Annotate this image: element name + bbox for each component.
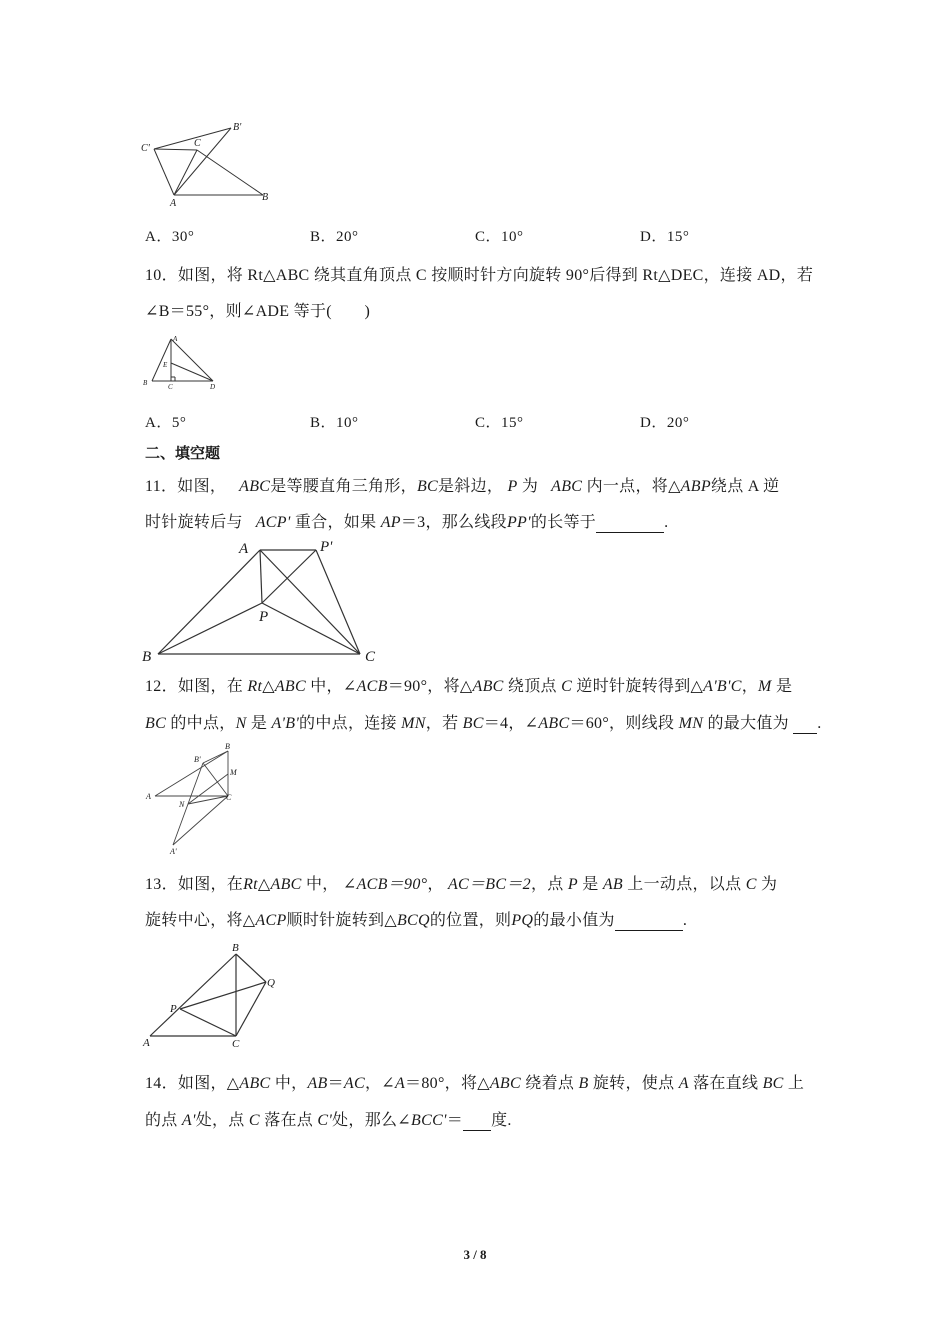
option-value: 20° (666, 415, 690, 431)
q12-label-m: M (230, 768, 237, 777)
math: MN (401, 715, 426, 732)
q11-line-1 (145, 473, 779, 496)
text: 落在点 (259, 1112, 318, 1129)
text: ，点 (530, 876, 568, 893)
math: ACP (255, 912, 287, 929)
text: 旋转，使点 (588, 1075, 679, 1092)
text: 的中点， (166, 715, 236, 732)
text: 是斜边， (438, 478, 504, 495)
q10-label-b: B (143, 379, 148, 387)
math: BC (762, 1075, 784, 1092)
q10-option-b[interactable] (310, 411, 359, 432)
text: ＝80°，将△ (405, 1075, 490, 1092)
q9-label-c: C (194, 138, 201, 149)
math: PQ (511, 912, 534, 929)
answer-blank[interactable] (793, 715, 817, 734)
text: 为 (756, 876, 778, 893)
math: ABC (239, 1075, 271, 1092)
text: . (817, 715, 822, 732)
text: ＝3 (400, 514, 426, 531)
text: 中， (305, 876, 339, 893)
option-letter: C． (475, 415, 502, 431)
option-value: 30° (171, 229, 195, 245)
math: ABC (472, 678, 504, 695)
q10-label-e: E (163, 361, 168, 369)
option-letter: B． (310, 415, 337, 431)
q11-label-p: P (259, 609, 269, 625)
text: 的位置，则 (429, 912, 512, 929)
q13-label-b: B (232, 942, 239, 954)
text: . (664, 514, 669, 531)
math: BC (416, 478, 438, 495)
math: BC (145, 715, 167, 732)
math: ABC (551, 478, 583, 495)
text: 13．如图，在 (145, 876, 244, 893)
math: B (578, 1075, 589, 1092)
text: 顺时针旋转到△ (286, 912, 397, 929)
q10-line-2: ∠B＝55°，则∠ADE 等于( ) (145, 303, 371, 320)
text: 中，∠ (305, 678, 357, 695)
math: M (758, 678, 772, 695)
text: 度. (491, 1112, 512, 1129)
option-value: 15° (666, 229, 690, 245)
math: ABP (680, 478, 711, 495)
q9-option-d[interactable] (640, 225, 689, 246)
math: C (561, 678, 573, 695)
q10-option-d[interactable] (640, 411, 689, 432)
q9-option-a[interactable] (145, 225, 194, 246)
q12-figure (140, 740, 250, 858)
text: 绕点 A 逆 (710, 478, 780, 495)
q12-line-1 (145, 673, 792, 696)
text: ＝90°，将△ (387, 678, 473, 695)
text: 的最大值为 (703, 715, 794, 732)
option-letter: A． (145, 415, 172, 431)
text: ＝ (446, 1112, 464, 1129)
math: C' (317, 1112, 333, 1129)
q12-label-c: C (226, 793, 232, 802)
q12-label-bprime: B' (194, 755, 201, 764)
math: AB (602, 876, 623, 893)
text: 绕着点 (520, 1075, 579, 1092)
math: ACB (356, 678, 388, 695)
math: Rt△ABC (243, 876, 302, 893)
text: 上 (783, 1075, 805, 1092)
text: 的最小值为 (533, 912, 615, 929)
text: 旋转中心，将△ (145, 912, 256, 929)
math: ABC (239, 478, 271, 495)
q10-line-1: 10．如图，将 Rt△ABC 绕其直角顶点 C 按顺时针方向旋转 90°后得到 Rt△DEC，连接 AD，若 (145, 267, 814, 284)
q9-label-b: B (262, 192, 269, 203)
math: AC (343, 1075, 365, 1092)
text: ＝60°，则线段 (569, 715, 679, 732)
page-number: 3 / 8 (463, 1247, 487, 1262)
q13-label-p: P (170, 1003, 177, 1015)
math: ABC (538, 715, 570, 732)
option-letter: B． (310, 229, 337, 245)
math: MN (678, 715, 704, 732)
text: 11．如图， (145, 478, 227, 495)
q9-label-cprime: C' (141, 143, 150, 154)
math: BCQ (396, 912, 430, 929)
text: . (682, 912, 688, 929)
text: 是等腰直角三角形， (270, 478, 417, 495)
q10-option-c[interactable] (475, 411, 524, 432)
math: ACP' (255, 514, 291, 531)
q9-label-a: A (170, 198, 177, 209)
text: 绕顶点 (503, 678, 562, 695)
q10-label-c: C (168, 383, 173, 391)
text: 上一动点，以点 (623, 876, 746, 893)
text: 为 (521, 478, 539, 495)
text: ＝4，∠ (483, 715, 539, 732)
q9-figure (140, 118, 280, 208)
option-value: 5° (171, 415, 187, 431)
text: 内一点，将△ (586, 478, 681, 495)
math: C (745, 876, 757, 893)
q10-figure (140, 332, 225, 394)
math: AB (307, 1075, 328, 1092)
math: C (248, 1112, 260, 1129)
text: ， (741, 678, 759, 695)
text: 是 (771, 678, 793, 695)
text: 重合，如果 (294, 514, 377, 531)
text: ， (427, 876, 444, 893)
q14-line-1 (145, 1070, 804, 1093)
text: 是 (246, 715, 272, 732)
math: PP' (506, 514, 531, 531)
text: ，若 (425, 715, 463, 732)
math: N (235, 715, 247, 732)
text: ，∠ (364, 1075, 395, 1092)
text: ＝ (327, 1075, 344, 1092)
text: 时针旋转后与 (145, 514, 243, 531)
q14-line-2 (145, 1107, 512, 1131)
text: 的点 (145, 1112, 182, 1129)
math: P (507, 478, 518, 495)
option-value: 10° (501, 229, 524, 245)
q13-line-1 (145, 871, 777, 894)
section-heading: 二、填空题 (145, 446, 221, 462)
text: 处，点 (195, 1112, 249, 1129)
q9-option-c[interactable] (475, 225, 524, 246)
option-value: 10° (336, 415, 359, 431)
math: A' (181, 1112, 196, 1129)
math: A'B' (271, 715, 300, 732)
text: 12．如图，在 (145, 678, 248, 695)
math: P (567, 876, 578, 893)
answer-blank[interactable] (463, 1112, 491, 1131)
q13-label-q: Q (267, 977, 275, 989)
math: A'B'C (703, 678, 742, 695)
math: AP (380, 514, 401, 531)
option-letter: D． (640, 415, 667, 431)
q11-line-2 (145, 509, 668, 533)
q13-label-c: C (232, 1038, 240, 1050)
option-letter: D． (640, 229, 667, 245)
option-value: 15° (501, 415, 524, 431)
text: 的中点，连接 (299, 715, 402, 732)
text: 落在直线 (688, 1075, 763, 1092)
math: AC＝BC＝2 (447, 876, 531, 893)
text: 是 (577, 876, 603, 893)
text: 逆时针旋转得到△ (572, 678, 704, 695)
q12-line-2 (145, 710, 822, 734)
q12-label-b: B (225, 742, 230, 751)
q12-label-a: A (146, 792, 151, 801)
q10-option-a[interactable] (145, 411, 186, 432)
option-value: 20° (336, 229, 359, 245)
q13-line-2 (145, 907, 687, 931)
q9-label-bprime: B' (233, 122, 242, 133)
q10-label-a: A (173, 335, 178, 343)
q13-label-a: A (143, 1037, 150, 1049)
option-letter: C． (475, 229, 502, 245)
text: 中， (270, 1075, 308, 1092)
q10-label-d: D (210, 383, 216, 391)
q11-figure (140, 537, 380, 667)
math: ABC (489, 1075, 521, 1092)
math: BC (462, 715, 484, 732)
q9-option-b[interactable] (310, 225, 359, 246)
text: 处，那么∠ (332, 1112, 412, 1129)
math: ∠ACB＝90° (342, 876, 428, 893)
q11-label-c: C (365, 649, 376, 665)
math: Rt△ABC (247, 678, 306, 695)
q11-label-b: B (142, 649, 152, 665)
text: 的长等于 (530, 514, 597, 531)
answer-blank[interactable] (596, 514, 664, 533)
answer-blank[interactable] (615, 912, 683, 931)
text: 14．如图，△ (145, 1075, 240, 1092)
q12-label-n: N (179, 800, 185, 809)
text: ，那么线段 (425, 514, 507, 531)
q11-label-a: A (239, 541, 249, 557)
math: A (678, 1075, 689, 1092)
q12-label-aprime: A' (170, 847, 177, 856)
option-letter: A． (145, 229, 172, 245)
q13-figure (140, 940, 280, 1050)
math: A (394, 1075, 406, 1092)
math: BCC' (411, 1112, 447, 1129)
q11-label-pprime: P' (320, 539, 333, 555)
